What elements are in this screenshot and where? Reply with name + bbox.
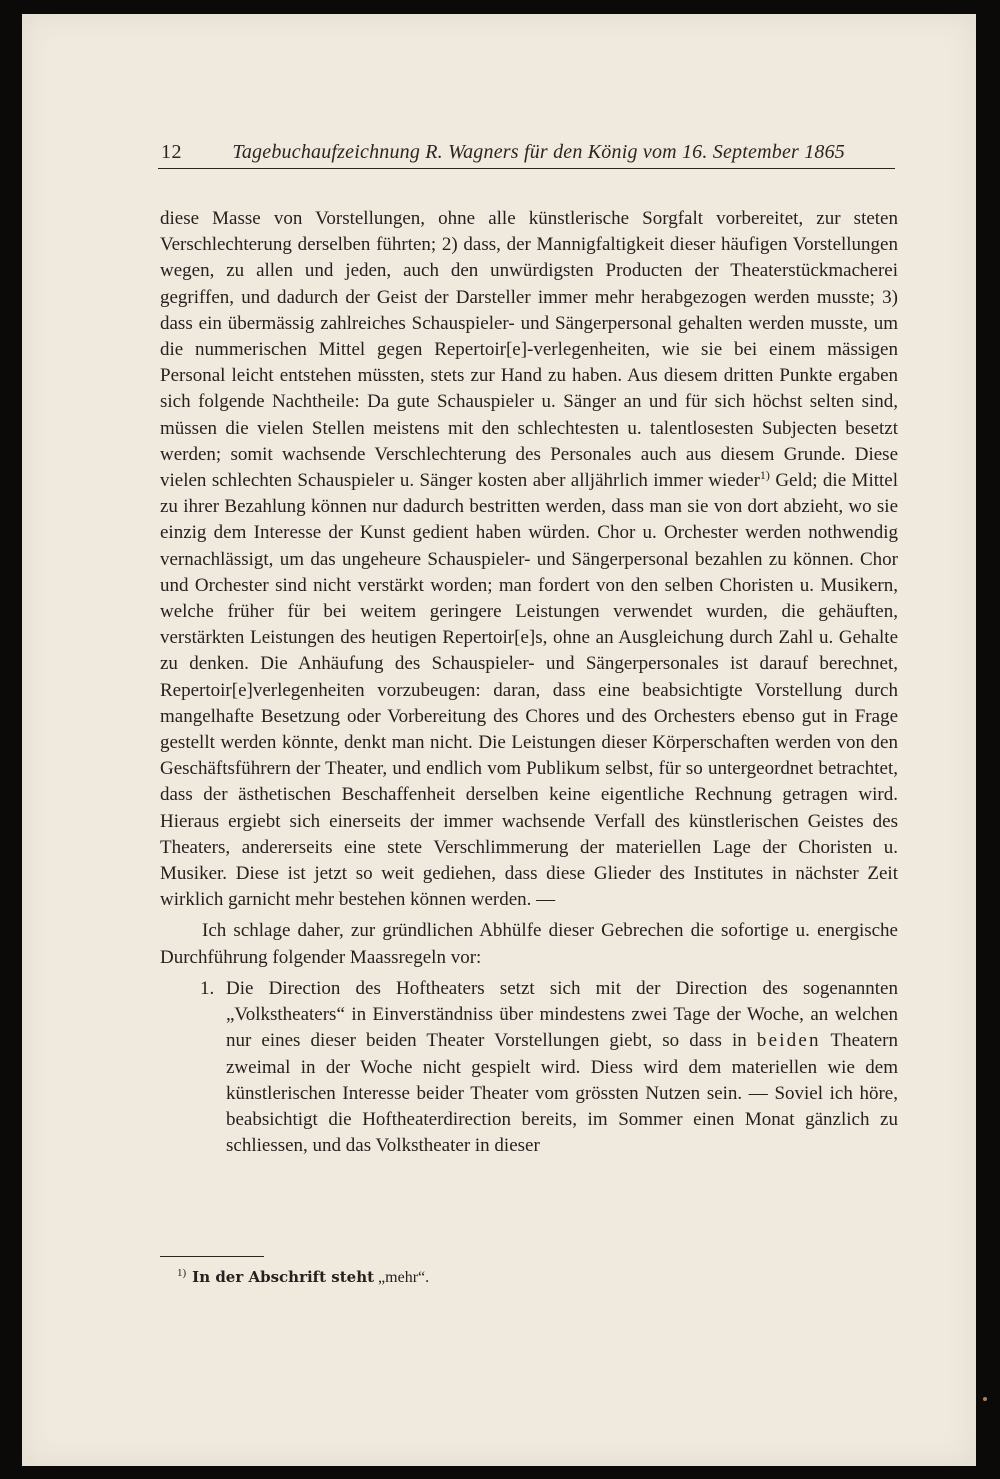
footnote: [177, 1267, 429, 1287]
paper-speck: [983, 1397, 987, 1401]
list-item-number: 1.: [200, 977, 215, 999]
footnote-blackletter-text: In der Abschrift steht: [192, 1268, 375, 1286]
spaced-emphasis: beiden: [756, 1030, 821, 1052]
list-item-text-a: Die Direction des Hoftheaters setzt sich mit der Direction des sogenannten „Volkstheaters“ in Einverständniss über mindestens zwei Tage der Woche, an welchen nur eines dieser beiden Theater Vorstellungen giebt, so dass in: [226, 977, 898, 1052]
paragraph-2: Ich schlage daher, zur gründlichen Abhülfe dieser Gebrechen die sofortige u. energische Durchführung folgender Maassregeln vor:: [160, 920, 898, 968]
list-item-text: [226, 976, 898, 1159]
main-text: [160, 206, 898, 1159]
footnote-quoted-word: „mehr“.: [374, 1269, 430, 1286]
page-number: 12: [161, 141, 182, 163]
running-header: [158, 138, 895, 169]
footnote-divider: [160, 1256, 264, 1257]
list-item-text-b: Theatern zweimal in der Woche nicht gespielt wird. Diess wird dem materiellen wie dem künstlerischen Interesse beider Theater vom grössten Nutzen sein. — Soviel ich höre, beabsichtigt die Hoftheaterdirection bereits, im Sommer einen Monat gänzlich zu schliessen, und das Volkstheater in dieser: [226, 1030, 898, 1157]
list-item: [160, 976, 898, 1159]
paragraph-1-continuation: Geld; die Mittel zu ihrer Bezahlung können nur dadurch bestritten werden, dass man sie von dort abzieht, wo sie einzig dem Interesse der Kunst gedient haben würden. Chor u. Orchester werden nothwendig vernachlässigt, um das ungeheure Schauspieler- und Sängerpersonal bezahlen zu können. Chor und Orchester sind nicht verstärkt worden; man fordert von den selben Choristen u. Musikern, welche früher für bei weitem geringere Leistungen verwendet wurden, die gehäuften, verstärkten Leistungen des heutigen Repertoir[e]s, ohne an Ausgleichung durch Zahl u. Gehalte zu denken. Die Anhäufung des Schauspieler- und Sängerpersonales ist darauf berechnet, Repertoir[e]verlegenheiten vorzubeugen: daran, dass eine beabsichtigte Vorstellung durch mangelhafte Besetzung oder Vorbereitung des Chores und des Orchesters ebenso gut in Frage gestellt werden könnte, denkt man nicht. Die Leistungen dieser Körperschaften werden von den Geschäftsführern der Theater, und endlich vom Publikum selbst, für so untergeordnet betrachtet, dass der ästhetischen Beschaffenheit derselben keine eigentliche Rechnung getragen wird. Hieraus ergiebt sich einerseits der immer wachsende Verfall des künstlerischen Geistes des Theaters, andererseits eine stete Verschlimmerung der materiellen Lage der Choristen u. Musiker. Diese ist jetzt so weit gediehen, dass diese Glieder des Institutes in nächster Zeit wirklich garnicht mehr bestehen können werden. —: [160, 470, 898, 911]
paragraph-1-text: diese Masse von Vorstellungen, ohne alle künstlerische Sorgfalt vorbereitet, zur steten Verschlechterung derselben führten; 2) dass, der Mannigfaltigkeit dieser häufigen Vorstellungen wegen, zu allen und jeden, auch den unwürdigsten Producten der Theaterstückmacherei gegriffen, und dadurch der Geist der Darsteller immer mehr herabgezogen werden musste; 3) dass ein übermässig zahlreiches Schauspieler- und Sängerpersonal gehalten werden musste, um die nummerischen Mittel gegen Repertoir[e]-verlegenheiten, wie sie bei einem mässigen Personal leicht entstehen müssten, stets zur Hand zu haben. Aus diesem dritten Punkte ergaben sich folgende Nachtheile: Da gute Schauspieler u. Sänger an und für sich höchst selten sind, müssen die vielen Stellen meistens mit den schlechtesten u. talentlosesten Subjecten besetzt werden; somit wachsende Verschlechterung des Personales auch aus diesem Grunde. Diese vielen schlechten Schauspieler u. Sänger kosten aber alljährlich immer wieder: [160, 208, 898, 492]
running-title: Tagebuchaufzeichnung R. Wagners für den König vom 16. September 1865: [232, 141, 845, 163]
footnote-marker: 1): [177, 1267, 187, 1279]
paragraph-1: [160, 206, 898, 913]
footnote-reference: 1): [759, 468, 770, 483]
